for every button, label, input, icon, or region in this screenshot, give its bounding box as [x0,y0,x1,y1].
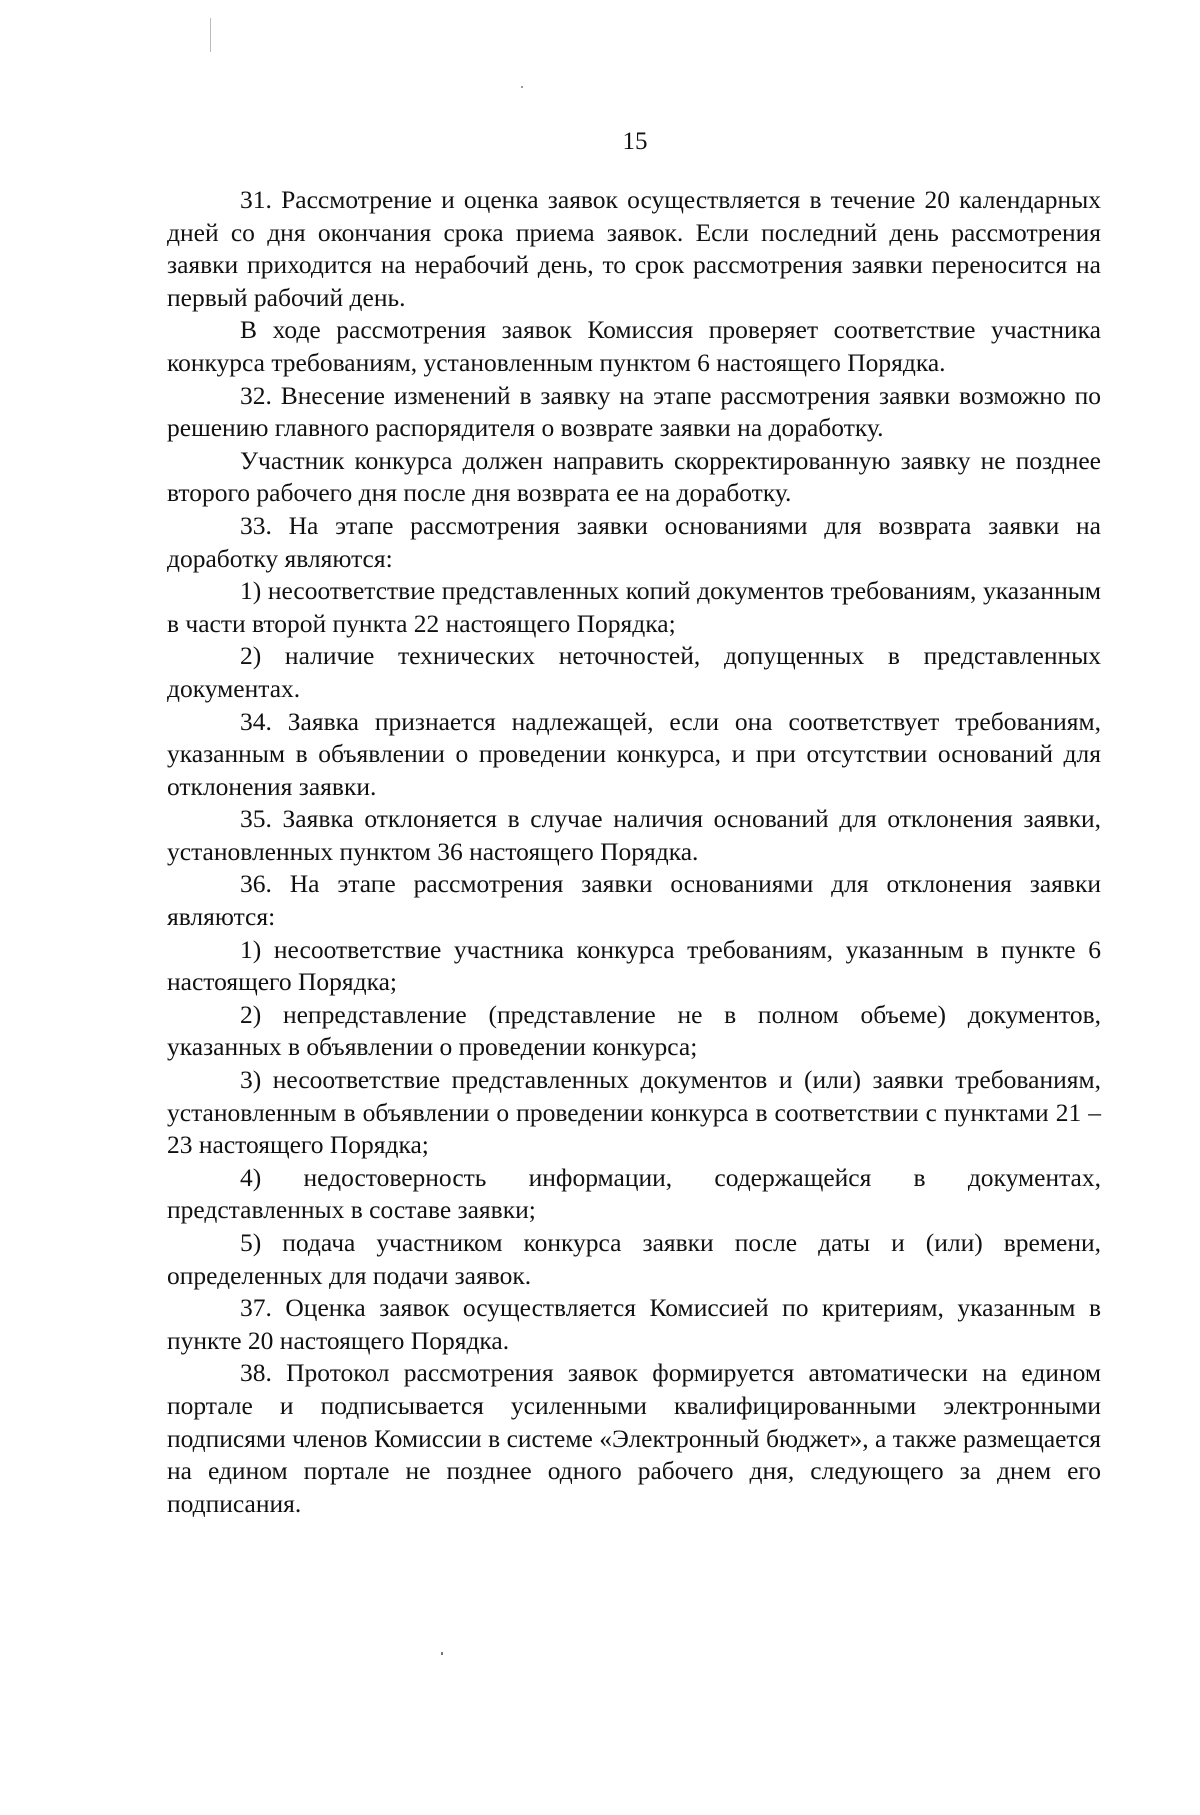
paragraph-31-review: В ходе рассмотрения заявок Комиссия проверяет соответствие участника конкурса требованиям, установленным пунктом 6 настоящего Порядка. [167,315,1101,377]
paragraph-36-item-2: 2) непредставление (представление не в полном объеме) документов, указанных в объявлении о проведении конкурса; [167,999,1101,1062]
paragraph-32: 32. Внесение изменений в заявку на этапе рассмотрения заявки возможно по решению главного распорядителя о возврате заявки на доработку. [167,380,1101,443]
paragraph-32-deadline: Участник конкурса должен направить скорректированную заявку не позднее второго рабочего дня после дня возврата ее на доработку. [167,445,1101,508]
scan-artifact-dot [521,86,523,88]
paragraph-33: 33. На этапе рассмотрения заявки основаниями для возврата заявки на доработку являются: [167,510,1101,573]
paragraph-37: 37. Оценка заявок осуществляется Комиссией по критериям, указанным в пункте 20 настоящего Порядка. [167,1293,1101,1355]
scan-artifact-dot [441,1652,443,1655]
paragraph-33-item-2: 2) наличие технических неточностей, допущенных в представленных документах. [167,641,1101,703]
paragraph-36-item-4: 4) недостоверность информации, содержащейся в документах, представленных в составе заявки; [167,1162,1101,1225]
page-number: 15 [622,128,648,155]
paragraph-38: 38. Протокол рассмотрения заявок формируется автоматически на едином портале и подписывается усиленными квалифицированными электронными подписями членов Комиссии в системе «Электронный бюджет», а также размещается на едином портале не позднее одного рабочего дня, следующего за днем его подписания. [167,1358,1101,1518]
paragraph-36-item-3: 3) несоответствие представленных документов и (или) заявки требованиям, установленным в объявлении о проведении конкурса в соответствии с пунктами 21 – 23 настоящего Порядка; [167,1065,1101,1160]
paragraph-31: 31. Рассмотрение и оценка заявок осуществляется в течение 20 календарных дней со дня окончания срока приема заявок. Если последний день рассмотрения заявки приходится на нерабочий день, то срок рассмотрения заявки переносится на первый рабочий день. [167,185,1101,312]
paragraph-33-item-1: 1) несоответствие представленных копий документов требованиям, указанным в части второй пункта 22 настоящего Порядка; [167,576,1101,638]
document-body [167,184,1101,1520]
paragraph-36: 36. На этапе рассмотрения заявки основаниями для отклонения заявки являются: [167,869,1101,932]
paragraph-35: 35. Заявка отклоняется в случае наличия оснований для отклонения заявки, установленных пунктом 36 настоящего Порядка. [167,804,1101,866]
scan-artifact-line [210,18,211,52]
paragraph-34: 34. Заявка признается надлежащей, если она соответствует требованиям, указанным в объявлении о проведении конкурса, и при отсутствии оснований для отклонения заявки. [167,706,1101,801]
paragraph-36-item-1: 1) несоответствие участника конкурса требованиям, указанным в пункте 6 настоящего Порядка; [167,934,1101,997]
paragraph-36-item-5: 5) подача участником конкурса заявки после даты и (или) времени, определенных для подачи заявок. [167,1228,1101,1290]
